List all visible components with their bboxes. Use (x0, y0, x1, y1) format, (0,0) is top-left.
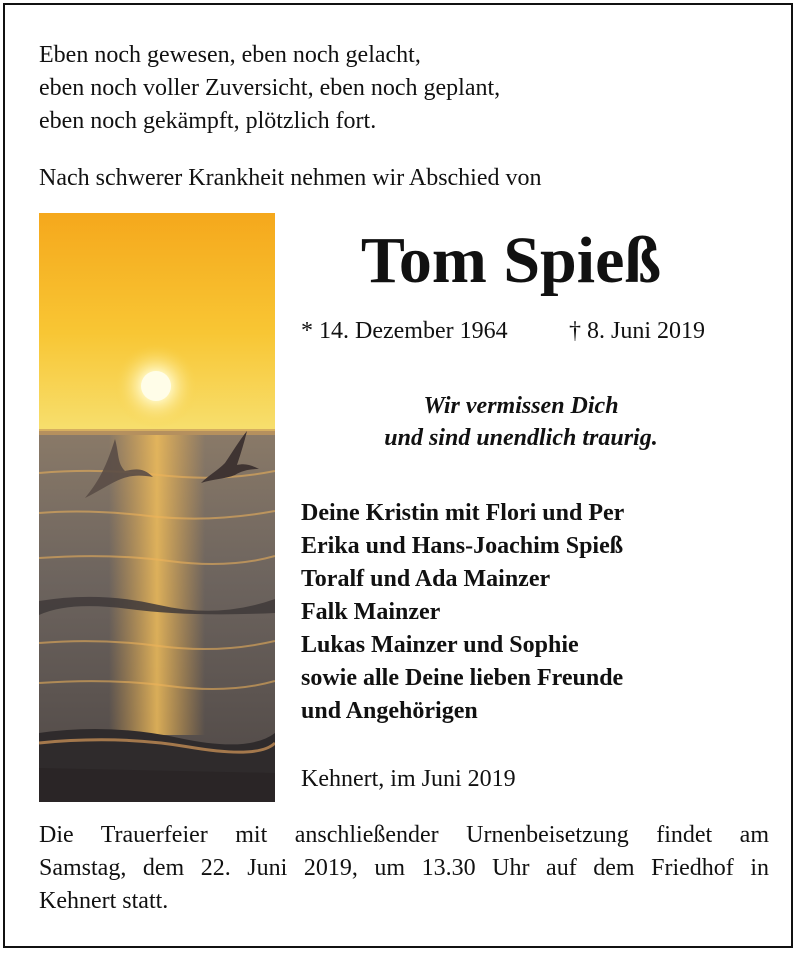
sun-reflection (109, 435, 205, 735)
mourners-list (301, 497, 761, 728)
mourner-line: Lukas Mainzer und Sophie (301, 632, 579, 658)
funeral-line: Kehnert statt. (39, 888, 169, 914)
place-date: Kehnert, im Juni 2019 (301, 766, 516, 792)
funeral-info (39, 819, 769, 918)
deceased-name: Tom Spieß (360, 224, 662, 297)
obituary-notice (3, 3, 793, 948)
beach (39, 768, 275, 802)
mourner-line: Deine Kristin mit Flori und Per (301, 500, 625, 526)
poem-line: Eben noch gewesen, eben noch gelacht, (39, 42, 421, 68)
motto-line: Wir vermissen Dich (423, 393, 619, 419)
motto (301, 390, 741, 454)
mourner-line: Falk Mainzer (301, 599, 441, 625)
sunset-photo (39, 213, 275, 802)
life-dates (301, 315, 761, 347)
poem-line: eben noch voller Zuversicht, eben noch geplant, (39, 75, 501, 101)
birth-date: * 14. Dezember 1964 (301, 318, 508, 344)
poem-line: eben noch gekämpft, plötzlich fort. (39, 108, 377, 134)
funeral-line: Samstag, dem 22. Juni 2019, um 13.30 Uhr auf dem Friedhof in (39, 855, 769, 881)
intro-text: Nach schwerer Krankheit nehmen wir Abschied von (39, 165, 542, 191)
mourner-line: Toralf und Ada Mainzer (301, 566, 551, 592)
funeral-line: Die Trauerfeier mit anschließender Urnenbeisetzung findet am (39, 822, 769, 848)
mourner-line: und Angehörigen (301, 698, 478, 724)
poem (39, 39, 759, 138)
mourner-line: Erika und Hans-Joachim Spieß (301, 533, 624, 559)
motto-line: und sind unendlich traurig. (384, 425, 658, 451)
mourner-line: sowie alle Deine lieben Freunde (301, 665, 624, 691)
death-date: † 8. Juni 2019 (569, 318, 706, 344)
sun (141, 371, 171, 401)
